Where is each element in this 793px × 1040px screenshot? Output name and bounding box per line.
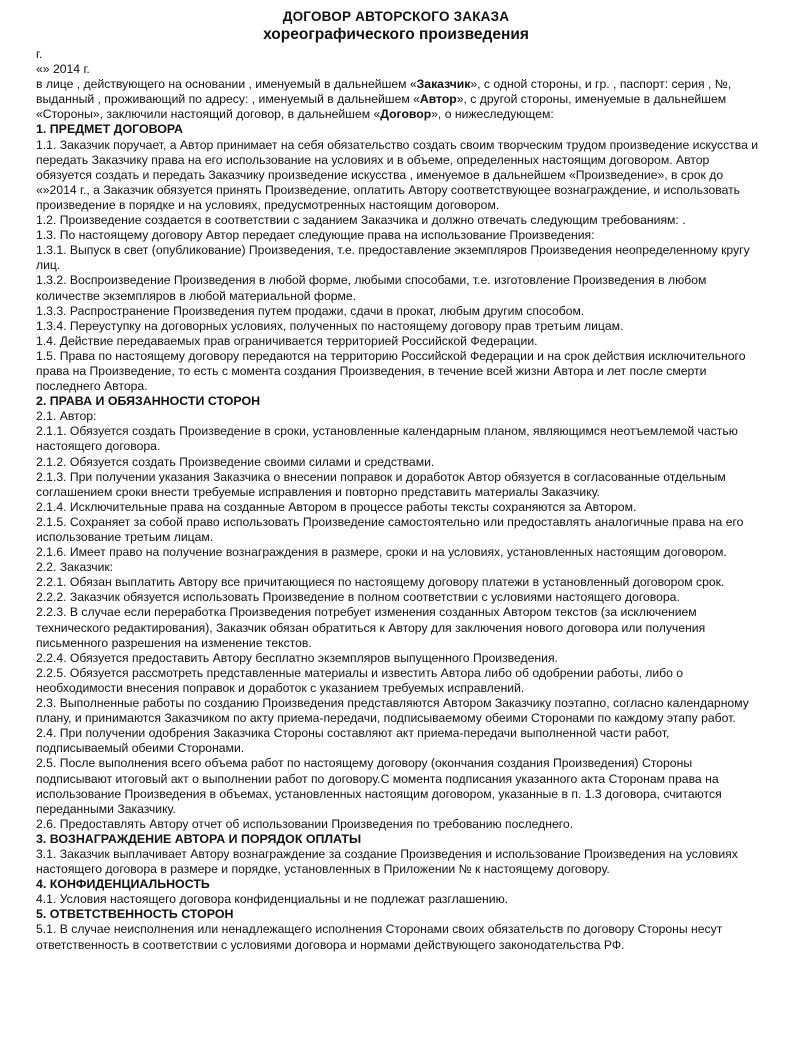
clause-paragraph: 2.4. При получении одобрения Заказчика Стороны составляют акт приема-передачи выполненной части работ, подписываемый обеими Сторонами.: [36, 726, 670, 756]
document-title: ДОГОВОР АВТОРСКОГО ЗАКАЗА: [282, 9, 510, 24]
clause-paragraph: 1.1. Заказчик поручает, а Автор принимает на себя обязательство создать своим творческим трудом произведение искусства и передать Заказчику права на его использование на условиях и в объеме, определенных настоящим договором. Автор обязуется создать и передать Заказчику произведение искусства , именуемое в дальнейшем «Произведение», в срок до «»2014 г., а Заказчик обязуется принять Произведение, оплатить Автору соответствующее вознаграждение, и использовать произведение в порядке и на условиях, предусмотренных настоящим договором.: [36, 137, 759, 212]
clause-paragraph: 2.1.2. Обязуется создать Произведение своими силами и средствами.: [36, 454, 435, 469]
clause-paragraph: 5.1. В случае неисполнения или ненадлежащего исполнения Сторонами своих обязательств по договору Стороны несут ответственность в соответствии с условиями договора и нормами действующего законодательства РФ.: [36, 922, 723, 952]
clause-paragraph: 2.2.3. В случае если переработка Произведения потребует изменения созданных Автором текстов (за исключением технического редактирования), Заказчик обязан обратиться к Автору для заключения нового договора или получения письменного разрешения на изменение текстов.: [36, 605, 706, 650]
clauses-list: [36, 122, 760, 952]
preamble-part-4: », о нижеследующем:: [431, 107, 554, 122]
section-heading: 2. ПРАВА И ОБЯЗАННОСТИ СТОРОН: [36, 394, 261, 409]
clause-paragraph: 1.3.2. Воспроизведение Произведения в любой форме, любыми способами, т.е. изготовление Произведения в любом количестве экземпляров в любой материальной форме.: [36, 273, 707, 303]
clause-paragraph: 2.1.5. Сохраняет за собой право использовать Произведение самостоятельно или предоставлять аналогичные права на его использование третьим лицам.: [36, 514, 744, 544]
clause-paragraph: 1.3.3. Распространение Произведения путем продажи, сдачи в прокат, любым другим способом.: [36, 303, 585, 318]
preamble-part-1: в лице , действующего на основании , именуемый в дальнейшем «: [36, 77, 417, 92]
date-line: «» 2014 г.: [36, 62, 90, 77]
clause-paragraph: 2.3. Выполненные работы по созданию Произведения представляются Автором Заказчику поэтапно, согласно календарному плану, и принимаются Заказчиком по акту приема-передачи, подписываемому обеими Сторонами по каждому этапу работ.: [36, 696, 749, 726]
clause-paragraph: 2.2.5. Обязуется рассмотреть представленные материалы и известить Автора либо об одобрении работы, либо о необходимости внесения поправок и доработок с указанием требуемых исправлений.: [36, 665, 684, 695]
preamble-part-3: », с другой стороны, именуемые в дальнейшем «Стороны», заключили настоящий договор, в дальнейшем «: [36, 92, 727, 122]
clause-paragraph: 2.6. Предоставлять Автору отчет об использовании Произведения по требованию последнего.: [36, 816, 574, 831]
document-subtitle: хореографического произведения: [263, 26, 529, 43]
clause-paragraph: 2.2.1. Обязан выплатить Автору все причитающиеся по настоящему договору платежи в установленный договором срок.: [36, 575, 725, 590]
clause-paragraph: 1.4. Действие передаваемых прав ограничивается территорией Российской Федерации.: [36, 333, 538, 348]
document-body: [36, 47, 760, 953]
clause-paragraph: 1.2. Произведение создается в соответствии с заданием Заказчика и должно отвечать следующим требованиям: .: [36, 213, 686, 228]
clause-paragraph: 1.3.4. Переуступку на договорных условиях, полученных по настоящему договору прав третьим лицам.: [36, 318, 624, 333]
section-heading: 3. ВОЗНАГРАЖДЕНИЕ АВТОРА И ПОРЯДОК ОПЛАТЫ: [36, 831, 362, 846]
clause-paragraph: 3.1. Заказчик выплачивает Автору вознаграждение за создание Произведения и использование Произведения на условиях настоящего договора в размере и порядке, установленных в Приложении № к настоящему договору.: [36, 846, 738, 877]
clause-paragraph: 2.2. Заказчик:: [36, 560, 114, 575]
preamble-part-2: », с одной стороны, и гр. , паспорт: серия , №, выданный , проживающий по адресу: , именуемый в дальнейшем «: [36, 77, 732, 107]
clause-paragraph: 2.2.2. Заказчик обязуется использовать Произведение в полном соответствии с условиями настоящего договора.: [36, 590, 680, 605]
contract-term: Договор: [380, 107, 432, 122]
clause-paragraph: 2.1. Автор:: [36, 409, 97, 424]
section-heading: 1. ПРЕДМЕТ ДОГОВОРА: [36, 122, 183, 137]
clause-paragraph: 2.1.6. Имеет право на получение вознаграждения в размере, сроки и на условиях, установленных настоящим договором.: [36, 545, 727, 560]
customer-term: Заказчик: [416, 77, 471, 92]
preamble: [36, 77, 760, 122]
clause-paragraph: 2.1.4. Исключительные права на созданные Автором в процессе работы тексты сохраняются за Автором.: [36, 499, 637, 514]
clause-paragraph: 2.5. После выполнения всего объема работ по настоящему договору (окончания создания Произведения) Стороны подписывают итоговый акт о выполнении работ по договору.С момента подписания указанного акта Сторонам права на использование Произведения в объемах, установленных настоящим договором, указанные в п. 1.3 договора, считаются переданными Заказчику.: [36, 756, 722, 816]
clause-paragraph: 4.1. Условия настоящего договора конфиденциальны и не подлежат разглашению.: [36, 892, 509, 907]
clause-paragraph: 1.3.1. Выпуск в свет (опубликование) Произведения, т.е. предоставление экземпляров Произведения неопределенному кругу лиц.: [36, 243, 750, 273]
city-line: г.: [36, 47, 43, 61]
section-heading: 5. ОТВЕТСТВЕННОСТЬ СТОРОН: [36, 907, 234, 922]
author-term: Автор: [419, 92, 457, 107]
clause-paragraph: 1.3. По настоящему договору Автор передает следующие права на использование Произведения:: [36, 228, 595, 243]
section-heading: 4. КОНФИДЕНЦИАЛЬНОСТЬ: [36, 877, 210, 892]
clause-paragraph: 2.2.4. Обязуется предоставить Автору бесплатно экземпляров выпущенного Произведения.: [36, 650, 558, 665]
clause-paragraph: 1.5. Права по настоящему договору передаются на территорию Российской Федерации и на срок действия исключительного права на Произведение, то есть с момента создания Произведения, в течение всей жизни Автора и лет после смерти последнего Автора.: [36, 348, 746, 394]
clause-paragraph: 2.1.3. При получении указания Заказчика о внесении поправок и доработок Автор обязуется в согласованные отдельным соглашением сроки внести требуемые исправления и повторно представить материалы Заказчику.: [36, 469, 726, 499]
clause-paragraph: 2.1.1. Обязуется создать Произведение в сроки, установленные календарным планом, являющимся неотъемлемой частью настоящего договора.: [36, 424, 738, 454]
